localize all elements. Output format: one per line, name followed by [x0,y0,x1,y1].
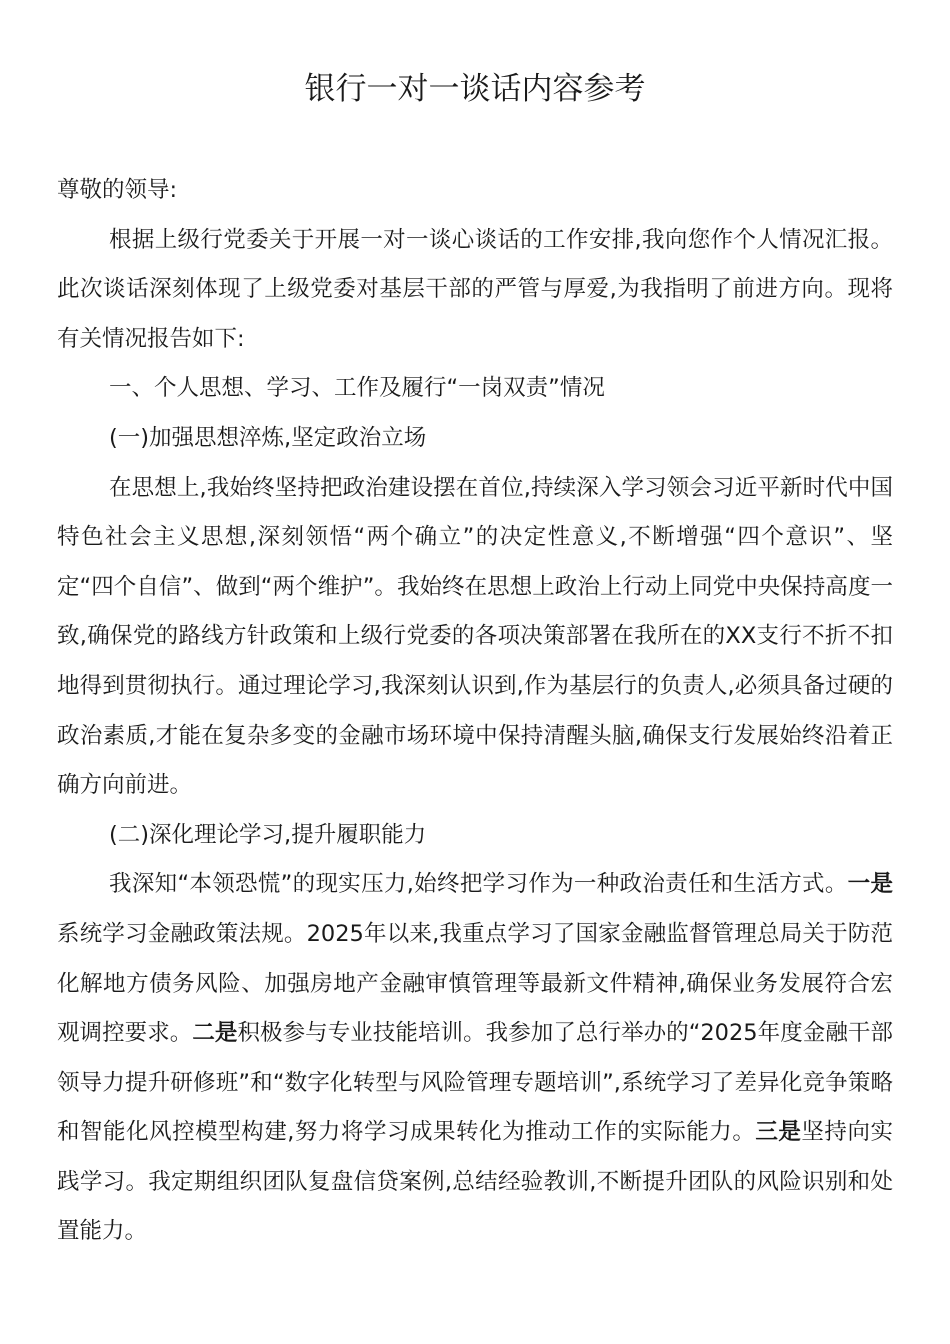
intro-paragraph: 根据上级行党委关于开展一对一谈心谈话的工作安排,我向您作个人情况汇报。此次谈话深刻体现了上级党委对基层干部的严管与厚爱,为我指明了前进方向。现将有关情况报告如下: [57,226,893,352]
document-title: 银行一对一谈话内容参考 [304,71,646,107]
subsection-1-paragraph: 在思想上,我始终坚持把政治建设摆在首位,持续深入学习领会习近平新时代中国特色社会主义思想,深刻领悟“两个确立”的决定性意义,不断增强“四个意识”、坚定“四个自信”、做到“两个维护”。我始终在思想上政治上行动上同党中央保持高度一致,确保党的路线方针政策和上级行党委的各项决策部署在我所在的XX支行不折不扣地得到贯彻执行。通过理论学习,我深刻认识到,作为基层行的负责人,必须具备过硬的政治素质,才能在复杂多变的金融市场环境中保持清醒头脑,确保支行发展始终沿着正确方向前进。 [57,474,893,799]
point-1-label: 一是 [847,871,893,898]
subsection-2-heading: (二)深化理论学习,提升履职能力 [109,821,427,848]
point-2-label: 二是 [192,1020,238,1047]
point-2-text: 积极参与专业技能培训。我参加了总行举办的“2025年度金融干部领导力提升研修班”和“数字化转型与风险管理专题培训”,系统学习了差异化竞争策略和智能化风控模型构建,努力将学习成果转化为推动工作的实际能力。 [57,1020,893,1146]
subsection-2-paragraph [57,860,893,1257]
point-1-text: 系统学习金融政策法规。2025年以来,我重点学习了国家金融监督管理总局关于防范化解地方债务风险、加强房地产金融审慎管理等最新文件精神,确保业务发展符合宏观调控要求。 [57,920,893,1047]
subsection-2-lead: 我深知“本领恐慌”的现实压力,始终把学习作为一种政治责任和生活方式。 [109,871,848,898]
point-3-label: 三是 [755,1119,802,1146]
document-body [57,166,893,1257]
subsection-1-heading: (一)加强思想淬炼,坚定政治立场 [109,424,427,451]
salutation: 尊敬的领导: [57,177,178,203]
section-1-heading: 一、个人思想、学习、工作及履行“一岗双责”情况 [109,375,605,402]
point-3-text: 坚持向实践学习。我定期组织团队复盘信贷案例,总结经验教训,不断提升团队的风险识别和处置能力。 [57,1119,893,1245]
